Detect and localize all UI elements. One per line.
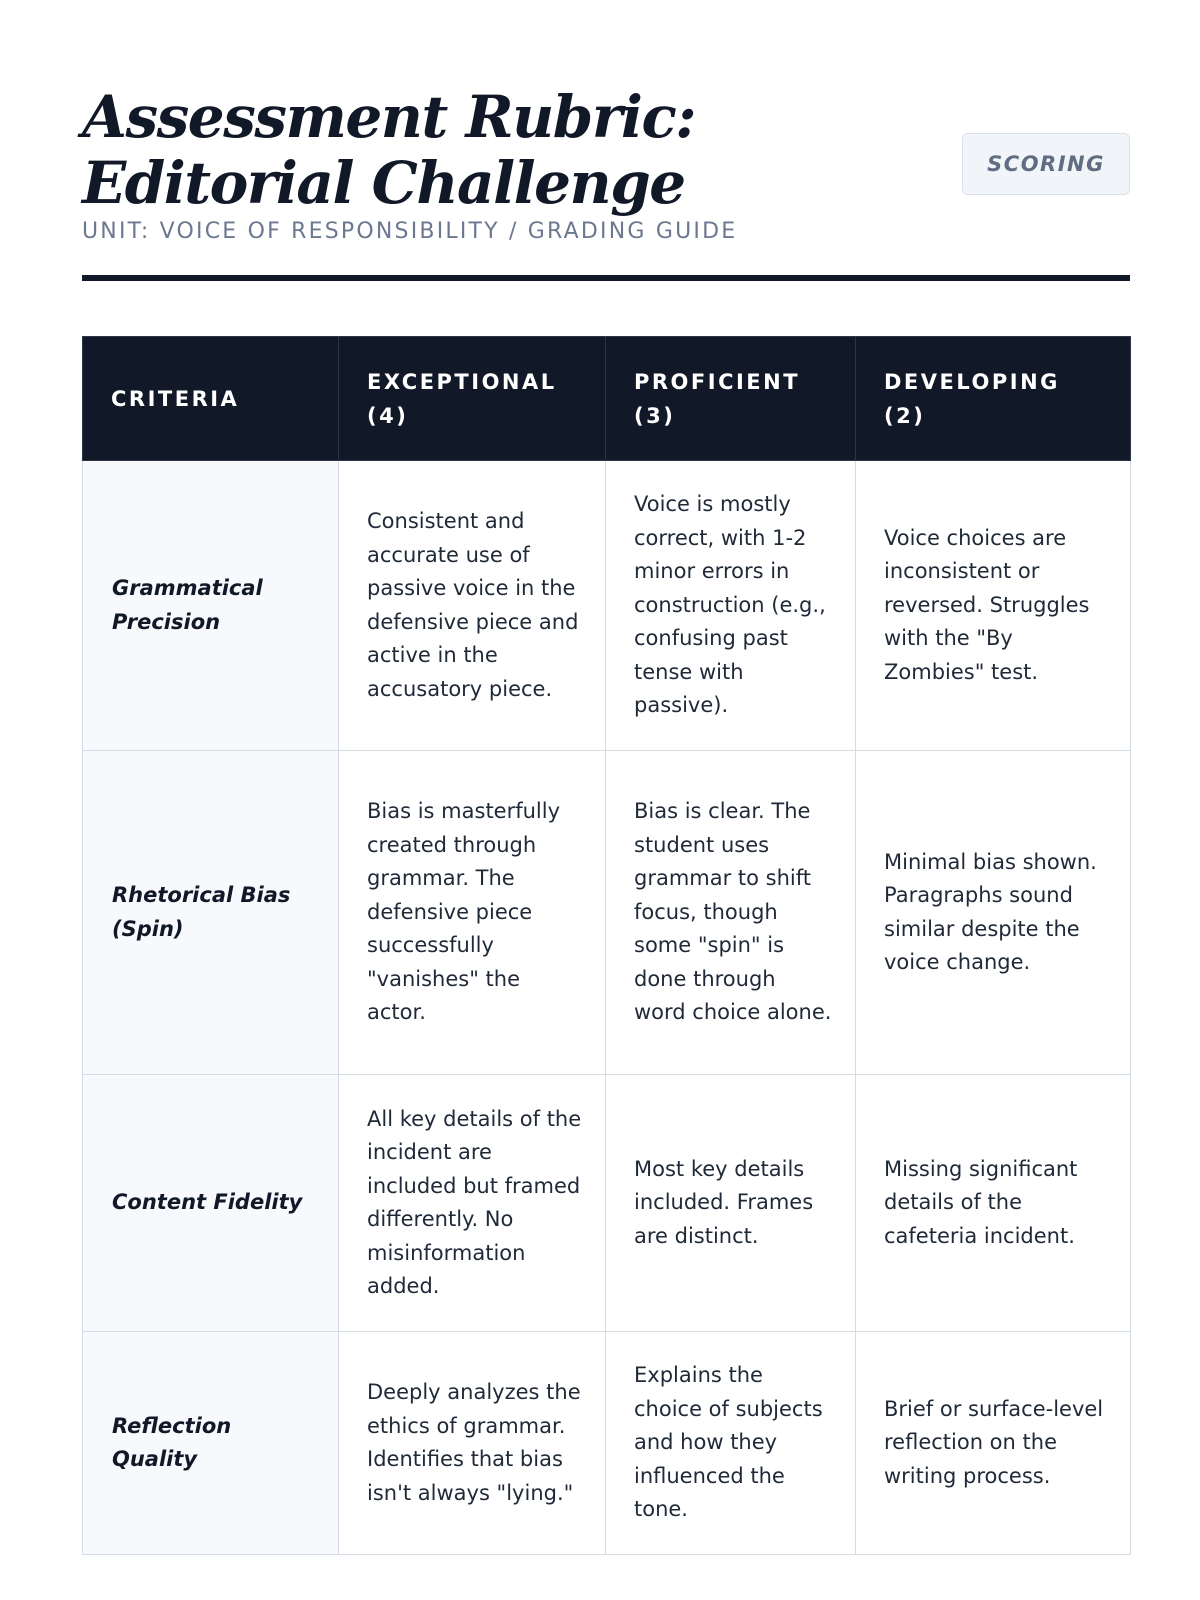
page-header (82, 0, 1130, 284)
proficient-cell: Bias is clear. The student uses grammar to shift focus, though some "spin" is done through word choice alone. (606, 751, 856, 1075)
column-header-developing: DEVELOPING (2) (856, 337, 1131, 461)
column-header-criteria: CRITERIA (83, 337, 339, 461)
rubric-table (82, 336, 1131, 1555)
rubric-page (82, 0, 1130, 1522)
header-divider (82, 275, 1130, 281)
criterion-cell: Reflection Quality (83, 1332, 339, 1555)
developing-cell: Brief or surface-level reflection on the writing process. (856, 1332, 1131, 1555)
developing-cell: Missing significant details of the cafeteria incident. (856, 1075, 1131, 1332)
page-subtitle: UNIT: VOICE OF RESPONSIBILITY / GRADING GUIDE (82, 219, 738, 244)
criterion-cell: Grammatical Precision (83, 461, 339, 751)
table-row (83, 751, 1131, 1075)
exceptional-cell: Deeply analyzes the ethics of grammar. Identifies that bias isn't always "lying." (339, 1332, 606, 1555)
developing-cell: Voice choices are inconsistent or reversed. Struggles with the "By Zombies" test. (856, 461, 1131, 751)
page-title: Assessment Rubric: Editorial Challenge (82, 83, 696, 217)
developing-cell: Minimal bias shown. Paragraphs sound similar despite the voice change. (856, 751, 1131, 1075)
column-header-exceptional: EXCEPTIONAL (4) (339, 337, 606, 461)
criterion-cell: Content Fidelity (83, 1075, 339, 1332)
scoring-badge: SCORING (962, 133, 1130, 195)
column-header-proficient: PROFICIENT (3) (606, 337, 856, 461)
proficient-cell: Explains the choice of subjects and how they influenced the tone. (606, 1332, 856, 1555)
exceptional-cell: Consistent and accurate use of passive voice in the defensive piece and active in the accusatory piece. (339, 461, 606, 751)
table-header-row (83, 337, 1131, 461)
proficient-cell: Voice is mostly correct, with 1-2 minor errors in construction (e.g., confusing past tense with passive). (606, 461, 856, 751)
table-row (83, 461, 1131, 751)
exceptional-cell: All key details of the incident are included but framed differently. No misinformation added. (339, 1075, 606, 1332)
table-row (83, 1075, 1131, 1332)
proficient-cell: Most key details included. Frames are distinct. (606, 1075, 856, 1332)
exceptional-cell: Bias is masterfully created through grammar. The defensive piece successfully "vanishes" the actor. (339, 751, 606, 1075)
table-row (83, 1332, 1131, 1555)
criterion-cell: Rhetorical Bias (Spin) (83, 751, 339, 1075)
